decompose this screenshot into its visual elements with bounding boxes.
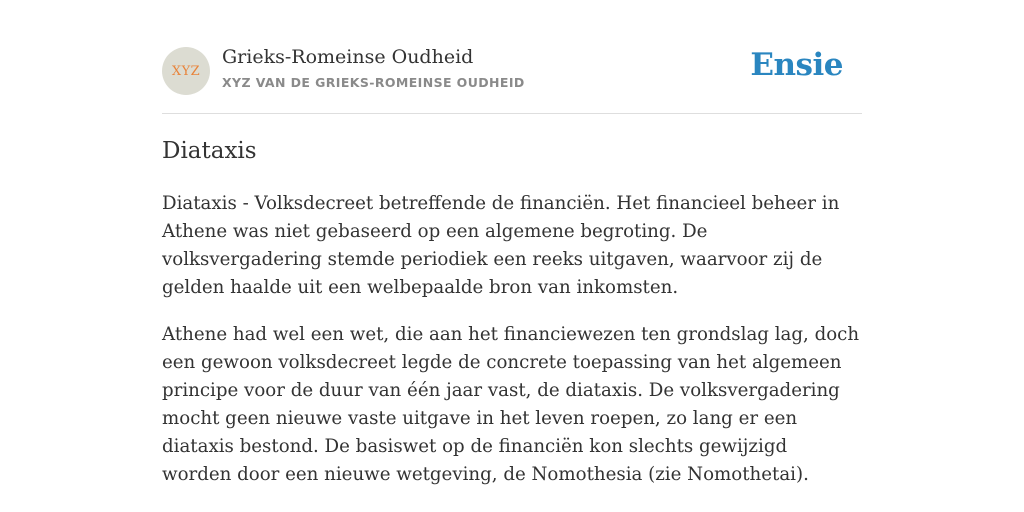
source-title[interactable]: Grieks-Romeinse Oudheid [222,46,474,68]
entry-body [162,190,862,508]
entry-paragraph-1: Diataxis - Volksdecreet betreffende de financiën. Het financieel beheer in Athene was niet gebaseerd op een algemene begroting. De volksvergadering stemde periodiek een reeks uitgaven, waarvoor zij de gelden haalde uit een welbepaalde bron van inkomsten. [162,193,840,298]
ensie-logo-link[interactable]: Ensie [750,47,843,83]
source-header [162,0,862,114]
avatar-label: XYZ [171,63,201,79]
source-avatar [162,47,210,95]
content-column [162,0,862,485]
entry-paragraph-2: Athene had wel een wet, die aan het financiewezen ten grondslag lag, doch een gewoon volksdecreet legde de concrete toepassing van het algemeen principe voor de duur van één jaar vast, de diataxis. De volksvergadering mocht geen nieuwe vaste uitgave in het leven roepen, zo lang er een diataxis bestond. De basiswet op de financiën kon slechts gewijzigd worden door een nieuwe wetgeving, de Nomothesia (zie Nomothetai). [162,324,860,485]
entry-title: Diataxis [162,138,257,164]
source-subtitle: XYZ VAN DE GRIEKS-ROMEINSE OUDHEID [222,75,525,90]
